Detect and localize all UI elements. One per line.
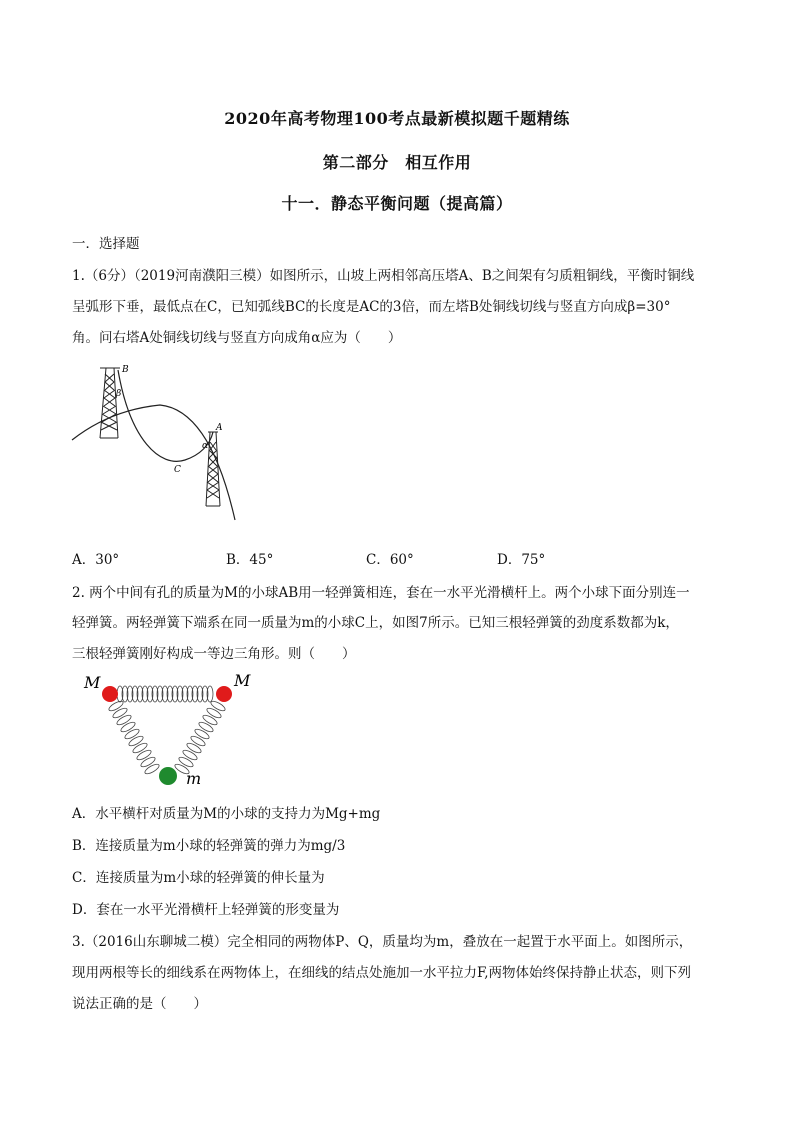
- label-beta: β: [116, 389, 122, 399]
- q2-option-d[interactable]: D．套在一水平光滑横杆上轻弹簧的形变量为: [72, 902, 340, 918]
- label-m: m: [186, 769, 202, 788]
- hill-slope: [72, 405, 235, 520]
- document-title: 2020年高考物理100考点最新模拟题千题精练: [224, 109, 570, 128]
- spring-right: [174, 699, 227, 775]
- q2-line-3: 三根轻弹簧刚好构成一等边三角形。则（ ）: [72, 646, 356, 662]
- power-towers-figure: [70, 360, 250, 530]
- label-B: B: [122, 365, 129, 375]
- spring-left: [108, 699, 161, 775]
- q2-line-1: 2. 两个中间有孔的质量为M的小球AB用一轻弹簧相连，套在一水平光滑横杆上。两个小球下面分别连一: [72, 585, 690, 601]
- q2-option-b[interactable]: B．连接质量为m小球的轻弹簧的弹力为mg/3: [72, 838, 346, 854]
- ball-m: [159, 767, 177, 785]
- q1-option-d[interactable]: D．75°: [497, 552, 546, 568]
- left-tower-B: [100, 368, 120, 438]
- q1-line-1: 1.（6分）（2019河南濮阳三模）如图所示，山坡上两相邻高压塔A、B之间架有匀质粗铜线，平衡时铜线: [72, 268, 695, 284]
- label-C: C: [174, 465, 181, 475]
- spring-horizontal: [117, 686, 213, 702]
- springs-triangle-figure: [80, 668, 260, 793]
- q1-option-c[interactable]: C．60°: [366, 552, 414, 568]
- q3-line-2: 现用两根等长的细线系在两物体上，在细线的结点处施加一水平拉力F,两物体始终保持静止状态，则下列: [72, 965, 692, 981]
- q2-option-c[interactable]: C．连接质量为m小球的轻弹簧的伸长量为: [72, 870, 325, 886]
- part-heading: 第二部分 相互作用: [322, 153, 472, 172]
- q1-option-b[interactable]: B．45°: [226, 552, 274, 568]
- q3-line-3: 说法正确的是（ ）: [72, 996, 207, 1012]
- q2-option-a[interactable]: A．水平横杆对质量为M的小球的支持力为Mg+mg: [72, 806, 381, 822]
- section-heading: 十一．静态平衡问题（提高篇）: [281, 194, 513, 213]
- q1-options: [72, 548, 724, 566]
- label-M-right: M: [234, 671, 251, 690]
- q2-line-2: 轻弹簧。两轻弹簧下端系在同一质量为m的小球C上，如图7所示。已知三根轻弹簧的劲度系数都为k，: [72, 615, 679, 631]
- label-A: A: [216, 423, 223, 433]
- ball-left-M: [102, 686, 118, 702]
- q3-line-1: 3.（2016山东聊城二模）完全相同的两物体P、Q，质量均为m，叠放在一起置于水平面上。如图所示，: [72, 934, 693, 950]
- copper-wire: [118, 370, 213, 461]
- label-M-left: M: [84, 673, 101, 692]
- section-label: 一．选择题: [72, 236, 140, 252]
- q1-line-3: 角。问右塔A处铜线切线与竖直方向成角α应为（ ）: [72, 330, 402, 346]
- ball-right-M: [216, 686, 232, 702]
- q1-line-2: 呈弧形下垂，最低点在C，已知弧线BC的长度是AC的3倍，而左塔B处铜线切线与竖直方向成β=30°: [72, 299, 671, 315]
- q1-option-a[interactable]: A．30°: [72, 552, 120, 568]
- label-alpha: α: [202, 441, 209, 451]
